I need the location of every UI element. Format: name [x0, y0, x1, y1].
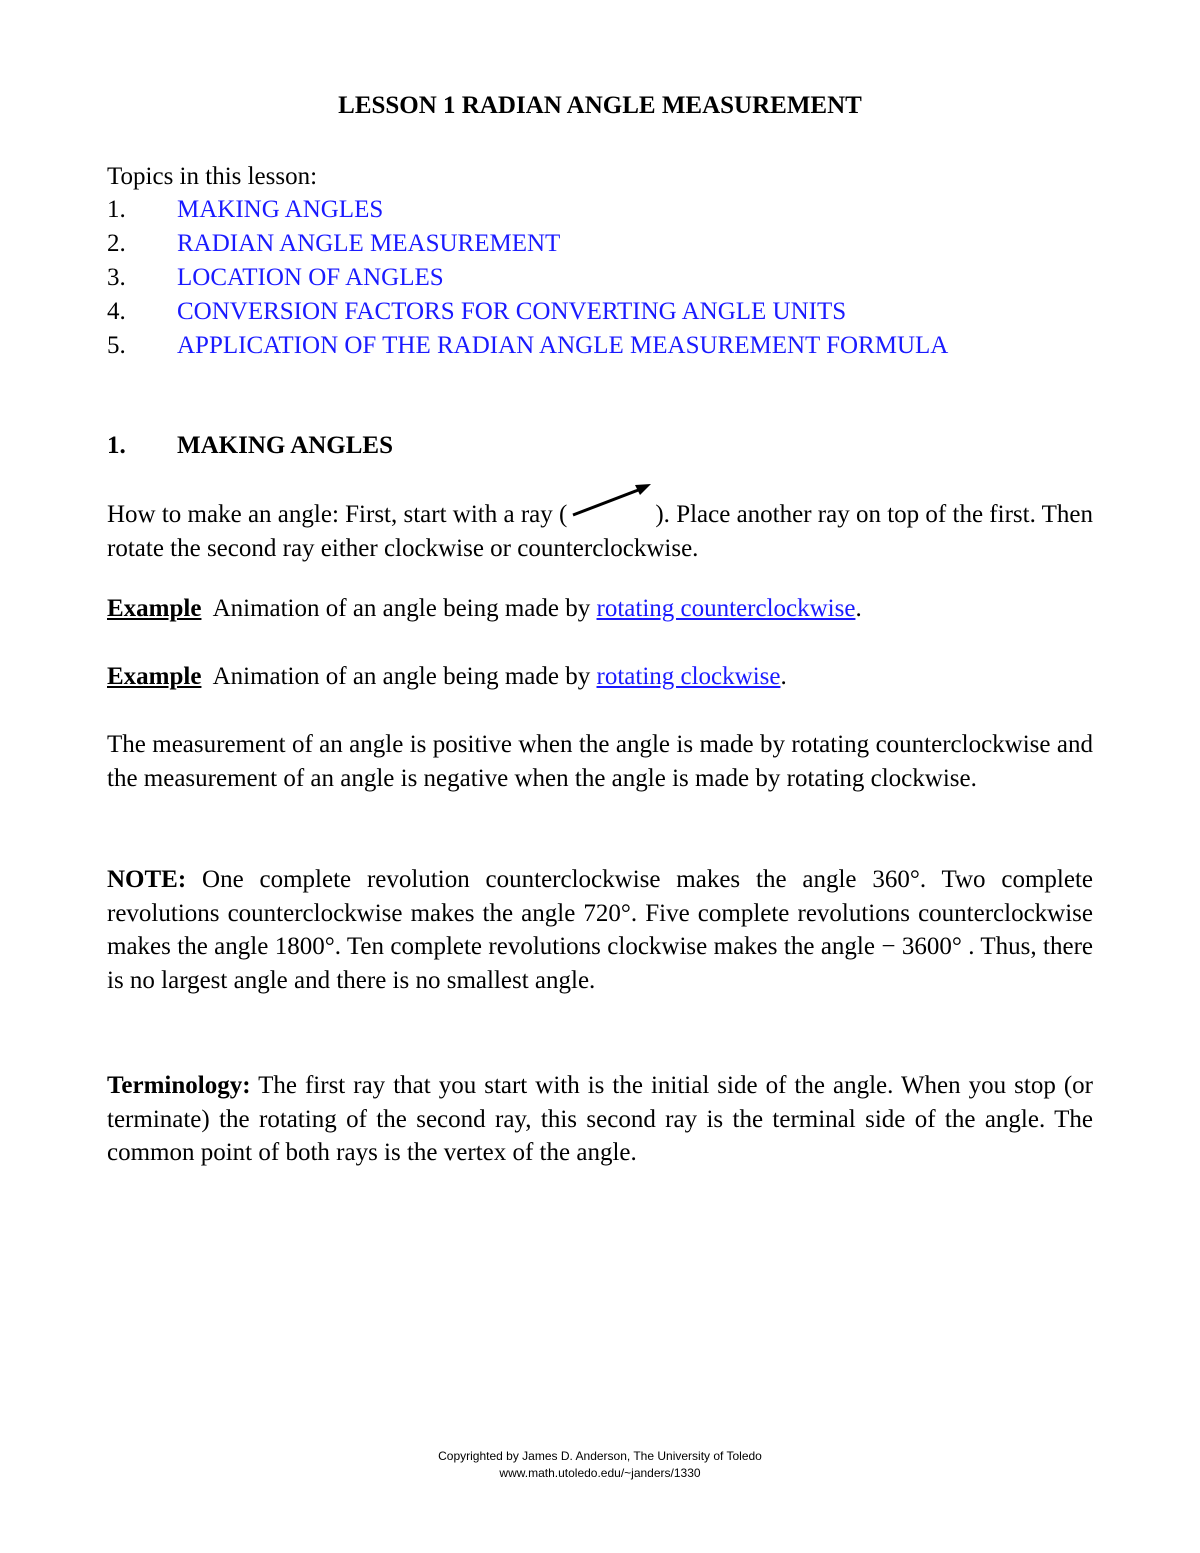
example-text: Animation of an angle being made by	[201, 595, 597, 622]
measurement-paragraph: The measurement of an angle is positive when the angle is made by rotating counterclockwise and the measurement of an angle is negative when the angle is made by rotating clockwise.	[107, 731, 1093, 792]
example-counterclockwise	[107, 592, 1093, 626]
example-label: Example	[107, 595, 202, 622]
topic-number: 3.	[107, 264, 126, 291]
example-label: Example	[107, 663, 202, 690]
terminology-paragraph	[107, 1069, 1093, 1170]
intro-paragraph	[107, 498, 1093, 565]
intro-text-after-ray: ). Place another ray on top of the first. Then rotate the second ray either clockwise or counterclockwise.	[107, 501, 1093, 562]
topics-list	[107, 196, 1107, 366]
section-heading	[107, 432, 393, 460]
ray-arrow-icon	[567, 506, 655, 526]
topic-link-conversion-factors[interactable]: CONVERSION FACTORS FOR CONVERTING ANGLE UNITS	[177, 298, 847, 325]
list-item	[107, 230, 1107, 264]
list-item	[107, 264, 1107, 298]
topic-number: 4.	[107, 298, 126, 325]
list-item	[107, 196, 1107, 230]
intro-text-before-ray: How to make an angle: First, start with a ray (	[107, 501, 568, 528]
footer-copyright: Copyrighted by James D. Anderson, The University of Toledo	[438, 1449, 762, 1463]
terminology-label: Terminology:	[107, 1072, 251, 1099]
terminology-text: The first ray that you start with is the initial side of the angle. When you stop (or terminate) the rotating of the second ray, this second ray is the terminal side of the angle. The common point of both rays is the vertex of the angle.	[107, 1072, 1093, 1166]
note-paragraph	[107, 863, 1093, 997]
topic-link-radian-angle-measurement[interactable]: RADIAN ANGLE MEASUREMENT	[177, 230, 561, 257]
topic-link-application-formula[interactable]: APPLICATION OF THE RADIAN ANGLE MEASUREMENT FORMULA	[177, 332, 949, 359]
example-end: .	[780, 663, 787, 690]
topics-heading: Topics in this lesson:	[107, 163, 318, 190]
footer	[0, 1448, 1200, 1482]
note-label: NOTE:	[107, 866, 187, 893]
topic-link-making-angles[interactable]: MAKING ANGLES	[177, 196, 384, 223]
list-item	[107, 298, 1107, 332]
rotating-clockwise-link[interactable]: rotating clockwise	[596, 663, 781, 690]
topic-number: 5.	[107, 332, 126, 359]
example-end: .	[855, 595, 862, 622]
section-title: MAKING ANGLES	[177, 432, 394, 459]
example-text: Animation of an angle being made by	[201, 663, 597, 690]
footer-url: www.math.utoledo.edu/~janders/1330	[499, 1466, 701, 1480]
topic-number: 1.	[107, 196, 126, 223]
topic-link-location-of-angles[interactable]: LOCATION OF ANGLES	[177, 264, 444, 291]
section-number: 1.	[107, 432, 126, 459]
rotating-counterclockwise-link[interactable]: rotating counterclockwise	[596, 595, 856, 622]
list-item	[107, 332, 1107, 366]
page-title: LESSON 1 RADIAN ANGLE MEASUREMENT	[338, 92, 862, 119]
topic-number: 2.	[107, 230, 126, 257]
example-clockwise	[107, 660, 1093, 694]
note-text: One complete revolution counterclockwise makes the angle 360°. Two complete revolutions counterclockwise makes the angle 720°. Five complete revolutions counterclockwise makes the angle 1800°. Ten complete revolutions clockwise makes the angle − 3600° . Thus, there is no largest angle and there is no smallest angle.	[107, 866, 1093, 994]
